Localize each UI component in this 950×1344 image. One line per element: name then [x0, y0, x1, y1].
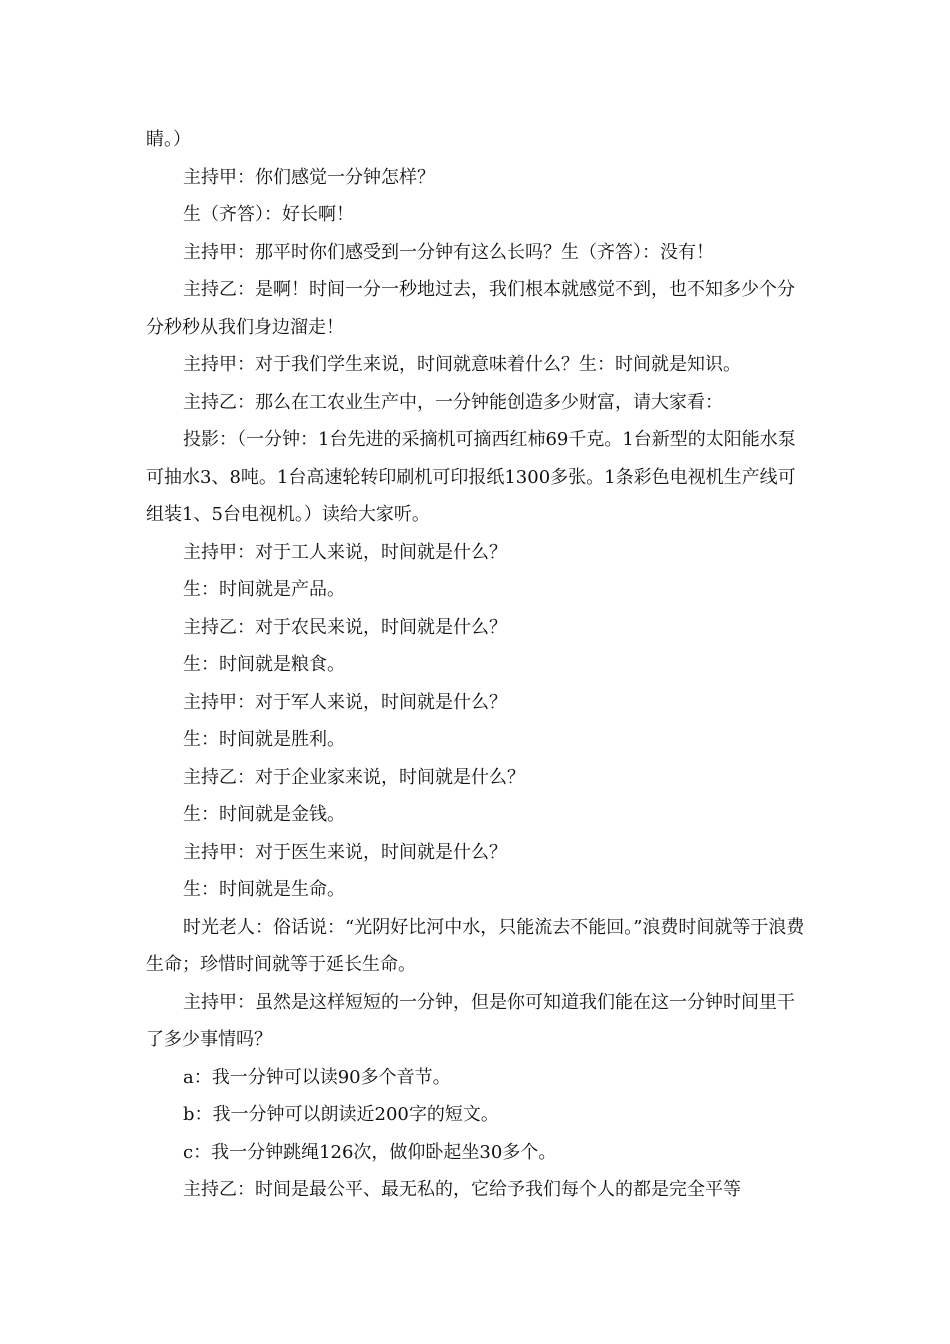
paragraph: 生：时间就是生命。	[183, 879, 345, 900]
paragraph: 主持乙：那么在工农业生产中，一分钟能创造多少财富，请大家看：	[183, 391, 723, 413]
paragraph: 主持甲：对于医生来说，时间就是什么？	[183, 841, 507, 863]
document-body	[146, 121, 806, 1209]
paragraph: 主持甲：那平时你们感受到一分钟有这么长吗？生（齐答）：没有！	[183, 241, 714, 263]
paragraph: 主持乙：时间是最公平、最无私的，它给予我们每个人的都是完全平等	[183, 1179, 741, 1200]
paragraph: b：我一分钟可以朗读近200字的短文。	[183, 1104, 499, 1125]
paragraph: 主持甲：对于工人来说，时间就是什么？	[183, 541, 507, 563]
paragraph: 生：时间就是胜利。	[183, 729, 345, 750]
paragraph: 主持乙：对于农民来说，时间就是什么？	[183, 616, 507, 638]
paragraph: 主持甲：你们感觉一分钟怎样？	[183, 166, 435, 188]
paragraph: 主持乙：对于企业家来说，时间就是什么？	[183, 766, 525, 788]
paragraph: 生：时间就是粮食。	[183, 654, 345, 675]
paragraph: 主持乙：是啊！时间一分一秒地过去，我们根本就感觉不到，也不知多少个分分秒秒从我们身边溜走！	[146, 279, 795, 338]
paragraph: 生：时间就是金钱。	[183, 804, 345, 825]
paragraph: 生（齐答）：好长啊！	[183, 204, 354, 225]
paragraph: 睛。）	[146, 129, 191, 150]
paragraph: 主持甲：虽然是这样短短的一分钟，但是你可知道我们能在这一分钟时间里干了多少事情吗？	[146, 991, 795, 1050]
paragraph: 主持甲：对于军人来说，时间就是什么？	[183, 691, 507, 713]
paragraph: 时光老人：俗话说：“光阴好比河中水，只能流去不能回。”浪费时间就等于浪费生命；珍惜时间就等于延长生命。	[146, 916, 805, 975]
paragraph: a：我一分钟可以读90多个音节。	[183, 1066, 451, 1088]
paragraph: c：我一分钟跳绳126次，做仰卧起坐30多个。	[183, 1141, 557, 1163]
paragraph: 投影：（一分钟：1台先进的采摘机可摘西红柿69千克。1台新型的太阳能水泵可抽水3、8吨。1台高速轮转印刷机可印报纸1300多张。1条彩色电视机生产线可组装1、5台电视机。）读给大家听。	[146, 429, 796, 525]
paragraph: 生：时间就是产品。	[183, 579, 345, 600]
paragraph: 主持甲：对于我们学生来说，时间就意味着什么？生：时间就是知识。	[183, 354, 741, 375]
